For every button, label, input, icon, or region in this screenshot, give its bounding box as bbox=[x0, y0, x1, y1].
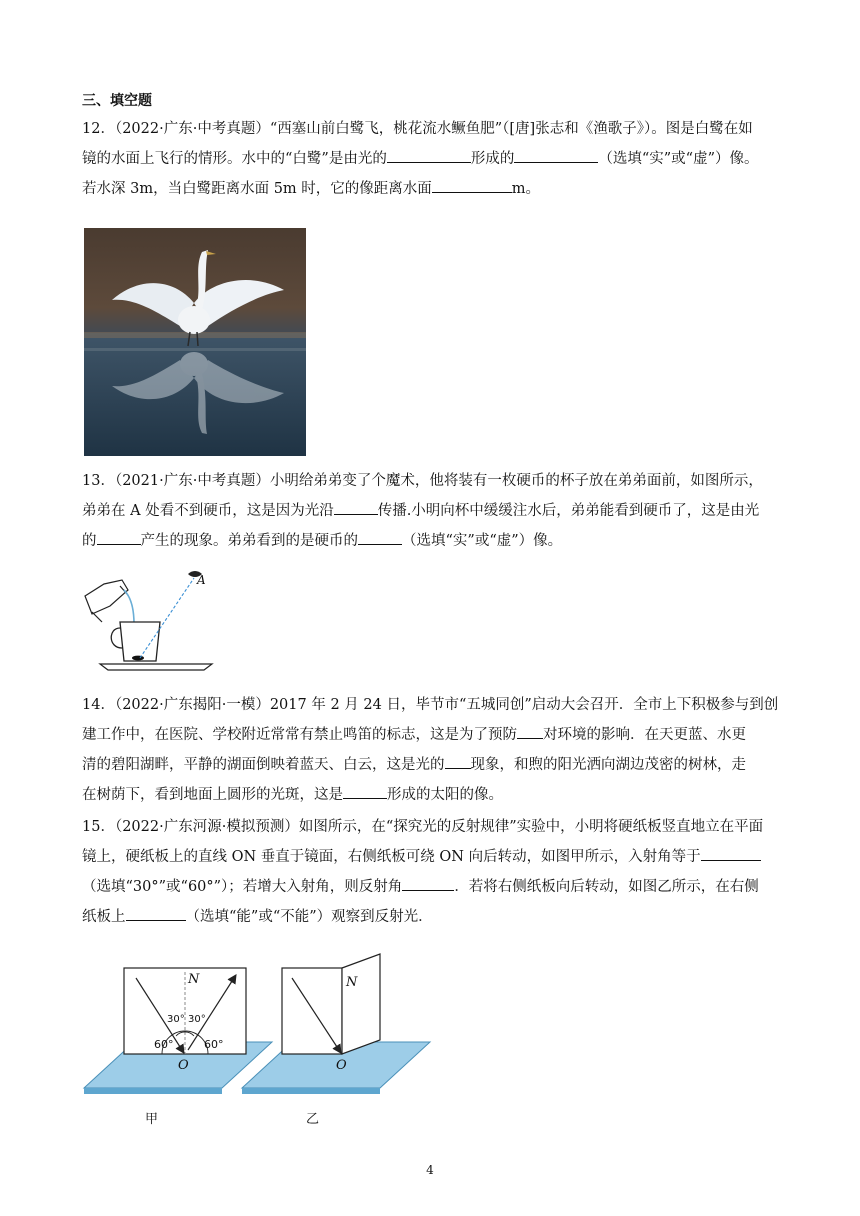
q15-line-2: 镜上，硬纸板上的直线 ON 垂直于镜面，右侧纸板可绕 ON 向后转动，如图甲所示，入射角等于 bbox=[82, 842, 778, 872]
answer-blank[interactable] bbox=[445, 754, 471, 769]
normal-label-n-b: N bbox=[346, 975, 358, 990]
question-15 bbox=[82, 812, 778, 932]
normal-label-n: N bbox=[188, 972, 200, 987]
q15-line-1: 15．（2022·广东河源·模拟预测）如图所示，在“探究光的反射规律”实验中，小明将硬纸板竖直地立在平面 bbox=[82, 819, 764, 835]
q12-line-3: 若水深 3m，当白鹭距离水面 5m 时，它的像距离水面 m。 bbox=[82, 174, 778, 204]
answer-blank[interactable] bbox=[402, 876, 454, 891]
q14-line-3: 清的碧阳湖畔，平静的湖面倒映着蓝天、白云，这是光的 现象，和煦的阳光洒向湖边茂密的树林，走 bbox=[82, 750, 778, 780]
figure-caption-a: 甲 bbox=[145, 1112, 159, 1127]
section-title: 三、填空题 bbox=[82, 93, 152, 109]
q13-line-1: 13．（2021·广东·中考真题）小明给弟弟变了个魔术，他将装有一枚硬币的杯子放在弟弟面前，如图所示， bbox=[82, 473, 763, 489]
answer-blank[interactable] bbox=[334, 500, 378, 515]
answer-blank[interactable] bbox=[432, 178, 512, 193]
q14-line-4: 在树荫下，看到地面上圆形的光斑，这是 形成的太阳的像。 bbox=[82, 780, 778, 810]
reflection-experiment-figure bbox=[80, 950, 500, 1130]
angle-label-60-left: 60° bbox=[154, 1038, 174, 1051]
answer-blank[interactable] bbox=[517, 724, 543, 739]
egret-photo bbox=[84, 228, 306, 456]
question-13 bbox=[82, 466, 778, 556]
page-number: 4 bbox=[426, 1163, 434, 1177]
answer-blank[interactable] bbox=[97, 530, 141, 545]
q13-line-3: 的 产生的现象。弟弟看到的是硬币的 （选填“实”或“虚”）像。 bbox=[82, 526, 778, 556]
question-12 bbox=[82, 114, 778, 204]
q14-line-1: 14．（2022·广东揭阳·一模）2017 年 2 月 24 日，毕节市“五城同创”启动大会召开．全市上下积极参与到创 bbox=[82, 697, 779, 713]
q13-line-2: 弟弟在 A 处看不到硬币，这是因为光沿 传播.小明向杯中缓缓注水后，弟弟能看到硬币了，这是由光 bbox=[82, 496, 778, 526]
angle-label-30-right: 30° bbox=[188, 1014, 206, 1025]
answer-blank[interactable] bbox=[126, 906, 186, 921]
q12-line-1: 12．（2022·广东·中考真题）“西塞山前白鹭飞，桃花流水鳜鱼肥”（[唐]张志和《渔歌子》）。图是白鹭在如 bbox=[82, 121, 753, 137]
q14-line-2: 建工作中，在医院、学校附近常常有禁止鸣笛的标志，这是为了预防 对环境的影响．在天更蓝、水更 bbox=[82, 720, 778, 750]
answer-blank[interactable] bbox=[387, 148, 471, 163]
question-14 bbox=[82, 690, 778, 810]
q15-line-3: （选填“30°”或“60°”）；若增大入射角，则反射角 ．若将右侧纸板向后转动，如图乙所示，在右侧 bbox=[82, 872, 778, 902]
angle-label-30-left: 30° bbox=[167, 1014, 185, 1025]
answer-blank[interactable] bbox=[514, 148, 598, 163]
answer-blank[interactable] bbox=[358, 530, 402, 545]
q12-line-2: 镜的水面上飞行的情形。水中的“白鹭”是由光的 形成的 （选填“实”或“虚”）像。 bbox=[82, 144, 778, 174]
figure-caption-b: 乙 bbox=[306, 1112, 320, 1127]
answer-blank[interactable] bbox=[701, 846, 761, 861]
point-o-label-a: O bbox=[178, 1058, 189, 1073]
q15-line-4: 纸板上 （选填“能”或“不能”）观察到反射光． bbox=[82, 902, 778, 932]
point-a-label: A bbox=[197, 573, 206, 587]
point-o-label-b: O bbox=[336, 1058, 347, 1073]
answer-blank[interactable] bbox=[343, 784, 387, 799]
angle-label-60-right: 60° bbox=[204, 1038, 224, 1051]
